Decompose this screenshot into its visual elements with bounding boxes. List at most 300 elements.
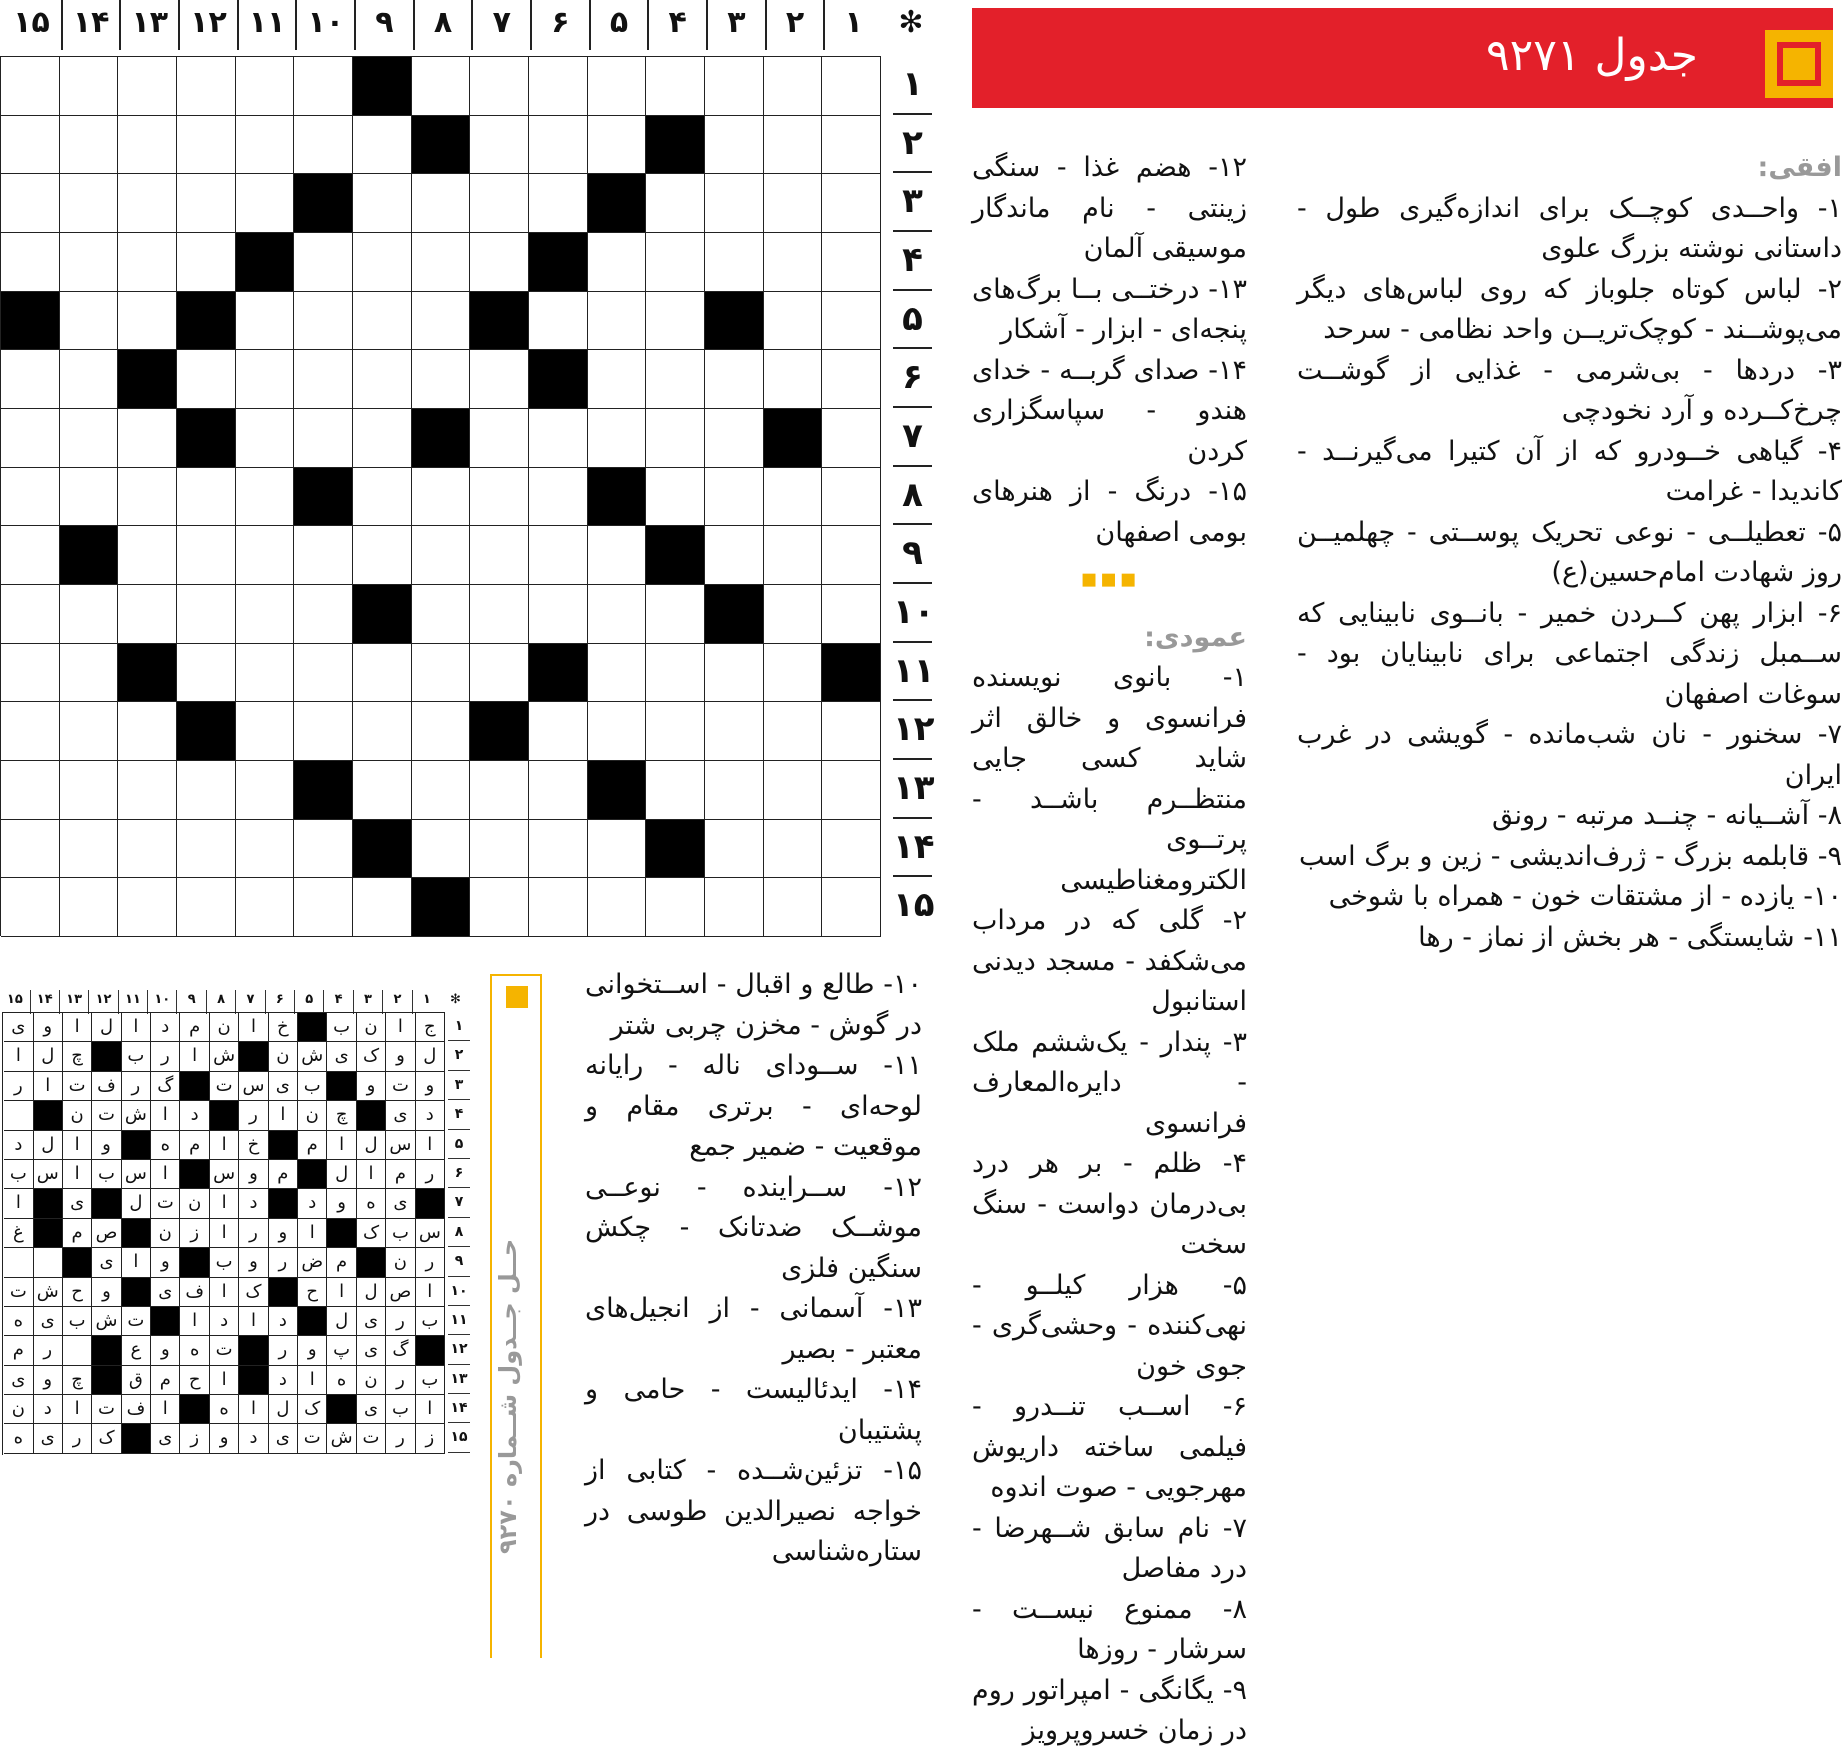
column-number: ۶	[265, 990, 294, 1014]
white-cell	[1, 174, 60, 233]
solution-cell: ب	[122, 1042, 151, 1071]
white-cell	[470, 585, 529, 644]
solution-cell: ح	[298, 1278, 327, 1307]
solution-cell: س	[34, 1160, 63, 1189]
solution-cell: ا	[210, 1278, 239, 1307]
white-cell	[588, 526, 647, 585]
solution-cell: چ	[63, 1366, 92, 1395]
down-clue: ۲- گلی که در مرداب می‌شکفد - مسجد دیدنی استانبول	[972, 905, 1247, 1017]
white-cell	[705, 409, 764, 468]
solution-cell: ا	[151, 1160, 180, 1189]
row-number: ۱۲	[448, 1335, 470, 1364]
solution-cell: ن	[357, 1013, 386, 1042]
white-cell	[646, 57, 705, 116]
down-clue: ۱۴- ایدئالیست - حامی و پشتیبان	[585, 1374, 922, 1446]
white-cell	[646, 468, 705, 527]
white-cell	[412, 292, 471, 351]
solution-cell: ی	[151, 1278, 180, 1307]
solution-cell: ا	[239, 1013, 268, 1042]
grid-row	[1, 761, 881, 820]
star-corner: ✻	[450, 992, 461, 1007]
white-cell	[646, 409, 705, 468]
solution-row	[3, 1013, 445, 1042]
white-cell	[1, 878, 60, 937]
white-cell	[294, 526, 353, 585]
white-cell	[646, 702, 705, 761]
white-cell	[412, 585, 471, 644]
black-cell	[239, 1042, 268, 1071]
black-cell	[122, 1131, 151, 1160]
white-cell	[470, 644, 529, 703]
solution-column-numbers	[0, 990, 470, 1014]
white-cell	[118, 585, 177, 644]
white-cell	[588, 350, 647, 409]
solution-cell: و	[239, 1160, 268, 1189]
solution-cell: ه	[357, 1189, 386, 1218]
black-cell	[180, 1072, 209, 1101]
black-cell	[294, 468, 353, 527]
row-number: ۳	[448, 1071, 470, 1100]
white-cell	[412, 57, 471, 116]
black-cell	[764, 409, 823, 468]
white-cell	[470, 350, 529, 409]
white-cell	[822, 468, 881, 527]
white-cell	[764, 468, 823, 527]
white-cell	[118, 233, 177, 292]
black-cell	[239, 1336, 268, 1365]
column-numbers	[0, 0, 940, 50]
column-number: ۱۴	[61, 0, 120, 50]
black-cell	[269, 1278, 298, 1307]
white-cell	[294, 585, 353, 644]
white-cell	[60, 878, 119, 937]
solution-cell: ص	[386, 1278, 415, 1307]
black-cell	[357, 1101, 386, 1130]
white-cell	[60, 233, 119, 292]
solution-cell: ت	[151, 1189, 180, 1218]
down-clue: ۱۵- تزئین‌شــده - کتابی از خواجه نصیرالدین طوسی در ستاره‌شناسی	[585, 1455, 922, 1567]
solution-row	[3, 1072, 445, 1101]
white-cell	[705, 820, 764, 879]
black-cell	[122, 1219, 151, 1248]
solution-cell: ا	[298, 1219, 327, 1248]
white-cell	[118, 761, 177, 820]
white-cell	[529, 585, 588, 644]
black-cell	[122, 1424, 151, 1453]
solution-cell: ل	[357, 1278, 386, 1307]
solution-cell	[63, 1336, 92, 1365]
solution-cell: ا	[4, 1189, 33, 1218]
white-cell	[294, 350, 353, 409]
solution-cell: ه	[210, 1395, 239, 1424]
puzzle-header	[972, 8, 1833, 108]
white-cell	[236, 116, 295, 175]
row-number: ۱۱	[893, 643, 932, 702]
black-cell	[353, 820, 412, 879]
white-cell	[705, 644, 764, 703]
white-cell	[764, 116, 823, 175]
white-cell	[764, 57, 823, 116]
solution-cell: ا	[4, 1042, 33, 1071]
across-title: افقی:	[1757, 152, 1842, 183]
column-number: ۱۲	[88, 990, 117, 1014]
solution-label-box	[490, 974, 542, 1658]
white-cell	[236, 878, 295, 937]
white-cell	[236, 292, 295, 351]
white-cell	[822, 292, 881, 351]
white-cell	[470, 174, 529, 233]
white-cell	[588, 644, 647, 703]
down-title: عمودی:	[1144, 621, 1247, 653]
white-cell	[1, 644, 60, 703]
solution-cell: ک	[298, 1395, 327, 1424]
solution-cell: ب	[92, 1160, 121, 1189]
white-cell	[294, 820, 353, 879]
black-cell	[34, 1219, 63, 1248]
solution-cell: ی	[386, 1101, 415, 1130]
black-cell	[327, 1395, 356, 1424]
solution-label: حــل جــدول شــماره ۹۲۷۰	[494, 1238, 522, 1554]
across-clue: ۱۲- هضم غذا - سنگی زینتی - نام ماندگار موسیقی آلمان	[972, 152, 1247, 264]
white-cell	[646, 644, 705, 703]
white-cell	[1, 409, 60, 468]
solution-cell: ل	[327, 1307, 356, 1336]
grid-row	[1, 116, 881, 175]
solution-cell: گ	[386, 1336, 415, 1365]
black-cell	[118, 350, 177, 409]
white-cell	[353, 233, 412, 292]
white-cell	[60, 820, 119, 879]
solution-cell: ن	[4, 1395, 33, 1424]
logo-icon	[1765, 30, 1833, 98]
white-cell	[470, 116, 529, 175]
solution-cell: ا	[210, 1131, 239, 1160]
white-cell	[60, 585, 119, 644]
white-cell	[118, 820, 177, 879]
white-cell	[236, 820, 295, 879]
column-number: ۱	[412, 990, 441, 1014]
white-cell	[118, 292, 177, 351]
white-cell	[236, 644, 295, 703]
solution-cell: و	[210, 1424, 239, 1453]
column-number: ۱	[823, 0, 882, 50]
white-cell	[822, 409, 881, 468]
solution-cell: ل	[327, 1160, 356, 1189]
row-number: ۲	[893, 115, 932, 174]
white-cell	[118, 409, 177, 468]
white-cell	[294, 57, 353, 116]
solution-cell: ب	[386, 1395, 415, 1424]
black-cell	[298, 1307, 327, 1336]
black-cell	[122, 1278, 151, 1307]
black-cell	[151, 1307, 180, 1336]
white-cell	[822, 233, 881, 292]
black-cell	[177, 409, 236, 468]
white-cell	[470, 57, 529, 116]
white-cell	[236, 174, 295, 233]
solution-row	[3, 1160, 445, 1189]
solution-cell: ا	[63, 1395, 92, 1424]
row-number: ۱۰	[448, 1277, 470, 1306]
solution-cell: ا	[416, 1278, 445, 1307]
white-cell	[177, 116, 236, 175]
white-cell	[822, 350, 881, 409]
black-cell	[63, 1248, 92, 1277]
solution-cell: ل	[357, 1131, 386, 1160]
solution-cell: ی	[357, 1336, 386, 1365]
grid-row	[1, 644, 881, 703]
white-cell	[764, 761, 823, 820]
row-number: ۸	[893, 467, 932, 526]
solution-cell: ف	[92, 1072, 121, 1101]
white-cell	[646, 878, 705, 937]
black-cell	[588, 174, 647, 233]
solution-cell	[34, 1248, 63, 1277]
solution-cell: ه	[4, 1424, 33, 1453]
white-cell	[177, 585, 236, 644]
solution-cell: ش	[327, 1424, 356, 1453]
white-cell	[470, 878, 529, 937]
solution-cell: ت	[298, 1424, 327, 1453]
white-cell	[60, 644, 119, 703]
white-cell	[529, 526, 588, 585]
column-number: ۱۴	[30, 990, 59, 1014]
solution-cell: ق	[122, 1366, 151, 1395]
white-cell	[529, 292, 588, 351]
row-number: ۱	[893, 56, 932, 115]
white-cell	[588, 233, 647, 292]
white-cell	[588, 702, 647, 761]
row-number: ۱۴	[893, 819, 932, 878]
solution-cell: د	[269, 1307, 298, 1336]
solution-cell: د	[151, 1013, 180, 1042]
white-cell	[236, 57, 295, 116]
across-clue: ۱۳- درختــی بــا برگ‌های پنجه‌ای - ابزار - آشکار	[972, 273, 1247, 345]
solution-row	[3, 1307, 445, 1336]
column-number: ۱۳	[119, 0, 178, 50]
solution-cell: ا	[151, 1395, 180, 1424]
black-cell	[294, 174, 353, 233]
white-cell	[705, 761, 764, 820]
black-cell	[470, 292, 529, 351]
white-cell	[353, 116, 412, 175]
solution-cell: و	[92, 1278, 121, 1307]
across-clue: ۱۱- شایستگی - هر بخش از نماز - رها	[1418, 921, 1842, 953]
row-number: ۱۱	[448, 1306, 470, 1335]
white-cell	[646, 174, 705, 233]
solution-cell: م	[151, 1366, 180, 1395]
white-cell	[118, 116, 177, 175]
row-number: ۲	[448, 1041, 470, 1070]
column-number: ۷	[235, 990, 264, 1014]
solution-cell: ی	[151, 1424, 180, 1453]
black-cell	[92, 1336, 121, 1365]
white-cell	[60, 57, 119, 116]
solution-cell: ل	[122, 1189, 151, 1218]
white-cell	[822, 585, 881, 644]
down-clue: ۸- ممنوع نیســت - سرشار - روزها	[972, 1593, 1247, 1665]
white-cell	[764, 174, 823, 233]
column-number: ۹	[354, 0, 413, 50]
solution-cell: ل	[92, 1013, 121, 1042]
solution-cell: ح	[180, 1366, 209, 1395]
black-cell	[353, 585, 412, 644]
solution-cell: م	[269, 1160, 298, 1189]
row-number: ۳	[893, 173, 932, 232]
solution-cell: ض	[298, 1248, 327, 1277]
white-cell	[118, 878, 177, 937]
white-cell	[822, 702, 881, 761]
black-cell	[416, 1336, 445, 1365]
down-clue: ۳- پندار - یک‌ششم ملک - دایره‌المعارف فرانسوی	[972, 1026, 1247, 1139]
white-cell	[1, 116, 60, 175]
solution-cell: د	[416, 1101, 445, 1130]
solution-cell: خ	[269, 1013, 298, 1042]
black-cell	[705, 585, 764, 644]
solution-cell: ا	[180, 1042, 209, 1071]
column-number: ۱۳	[59, 990, 88, 1014]
solution-cell: ا	[151, 1101, 180, 1130]
black-cell	[588, 761, 647, 820]
white-cell	[412, 761, 471, 820]
white-cell	[353, 468, 412, 527]
black-cell	[705, 292, 764, 351]
black-cell	[298, 1013, 327, 1042]
black-cell	[210, 1101, 239, 1130]
white-cell	[588, 116, 647, 175]
white-cell	[60, 116, 119, 175]
white-cell	[588, 585, 647, 644]
solution-cell: ا	[416, 1395, 445, 1424]
solution-cell: و	[386, 1042, 415, 1071]
solution-cell: ص	[92, 1219, 121, 1248]
across-clue: ۱۴- صدای گربــه - خدای هندو - سپاسگزاری کردن	[972, 354, 1247, 467]
white-cell	[236, 468, 295, 527]
white-cell	[60, 468, 119, 527]
solution-cell: ن	[180, 1189, 209, 1218]
white-cell	[236, 761, 295, 820]
solution-cell: ر	[386, 1424, 415, 1453]
solution-cell: م	[180, 1013, 209, 1042]
row-number: ۵	[448, 1130, 470, 1159]
solution-cell: م	[327, 1248, 356, 1277]
white-cell	[470, 761, 529, 820]
white-cell	[646, 292, 705, 351]
white-cell	[646, 350, 705, 409]
solution-row	[3, 1424, 445, 1453]
solution-cell: ز	[180, 1219, 209, 1248]
white-cell	[118, 468, 177, 527]
puzzle-title: جدول ۹۲۷۱	[1485, 30, 1698, 81]
solution-cell: ی	[4, 1013, 33, 1042]
solution-cell: ا	[416, 1131, 445, 1160]
black-cell	[470, 702, 529, 761]
solution-cell: چ	[327, 1101, 356, 1130]
white-cell	[764, 820, 823, 879]
white-cell	[353, 644, 412, 703]
row-number: ۱۰	[893, 584, 932, 643]
column-number: ۱۱	[118, 990, 147, 1014]
black-cell	[529, 350, 588, 409]
down-clue: ۴- ظلم - بر هر درد بی‌درمان دواست - سنگ سخت	[972, 1148, 1247, 1260]
black-cell	[236, 233, 295, 292]
solution-cell: و	[298, 1336, 327, 1365]
white-cell	[118, 526, 177, 585]
white-cell	[236, 409, 295, 468]
solution-cell: ا	[34, 1072, 63, 1101]
solution-cell: ب	[63, 1307, 92, 1336]
solution-row	[3, 1366, 445, 1395]
solution-cell: ا	[357, 1160, 386, 1189]
white-cell	[236, 702, 295, 761]
solution-cell: ر	[4, 1072, 33, 1101]
mixed-clues-column	[972, 148, 1247, 1752]
solution-cell: ت	[357, 1424, 386, 1453]
solution-cell: ر	[386, 1307, 415, 1336]
solution-cell: ت	[4, 1278, 33, 1307]
solution-cell: ن	[269, 1042, 298, 1071]
solution-cell: ا	[122, 1013, 151, 1042]
white-cell	[646, 233, 705, 292]
solution-cell: ی	[386, 1189, 415, 1218]
solution-cell: ن	[386, 1248, 415, 1277]
white-cell	[822, 878, 881, 937]
white-cell	[822, 57, 881, 116]
black-cell	[646, 116, 705, 175]
black-cell	[180, 1395, 209, 1424]
white-cell	[118, 702, 177, 761]
solution-cell: ا	[210, 1366, 239, 1395]
white-cell	[353, 174, 412, 233]
solution-cell: و	[269, 1219, 298, 1248]
solution-cell: و	[327, 1189, 356, 1218]
solution-cell: و	[239, 1248, 268, 1277]
solution-cell: ش	[92, 1307, 121, 1336]
white-cell	[529, 57, 588, 116]
crossword-grid	[0, 56, 881, 936]
row-number: ۱	[448, 1012, 470, 1041]
white-cell	[529, 820, 588, 879]
white-cell	[1, 233, 60, 292]
white-cell	[118, 174, 177, 233]
white-cell	[1, 526, 60, 585]
grid-row	[1, 585, 881, 644]
black-cell	[92, 1366, 121, 1395]
solution-row	[3, 1189, 445, 1218]
solution-cell: م	[298, 1131, 327, 1160]
black-cell	[822, 644, 881, 703]
solution-cell: و	[151, 1336, 180, 1365]
solution-cell	[4, 1248, 33, 1277]
column-number: ۴	[647, 0, 706, 50]
solution-cell: ا	[386, 1013, 415, 1042]
grid-row	[1, 820, 881, 879]
solution-cell: ا	[180, 1307, 209, 1336]
white-cell	[1, 585, 60, 644]
solution-cell: ر	[416, 1248, 445, 1277]
solution-cell: ب	[386, 1219, 415, 1248]
black-cell	[646, 820, 705, 879]
across-clue: ۱- واحــدی کوچــک برای اندازه‌گیری طول - داستانی نوشته بزرگ علوی	[1297, 192, 1842, 264]
solution-cell: ف	[180, 1278, 209, 1307]
white-cell	[588, 820, 647, 879]
row-number: ۷	[448, 1188, 470, 1217]
white-cell	[470, 409, 529, 468]
black-cell	[180, 1160, 209, 1189]
solution-cell: ک	[357, 1219, 386, 1248]
solution-cell: ی	[269, 1424, 298, 1453]
down-clue: ۱۳- آسمانی - از انجیل‌های معتبر - بصیر	[585, 1293, 922, 1365]
